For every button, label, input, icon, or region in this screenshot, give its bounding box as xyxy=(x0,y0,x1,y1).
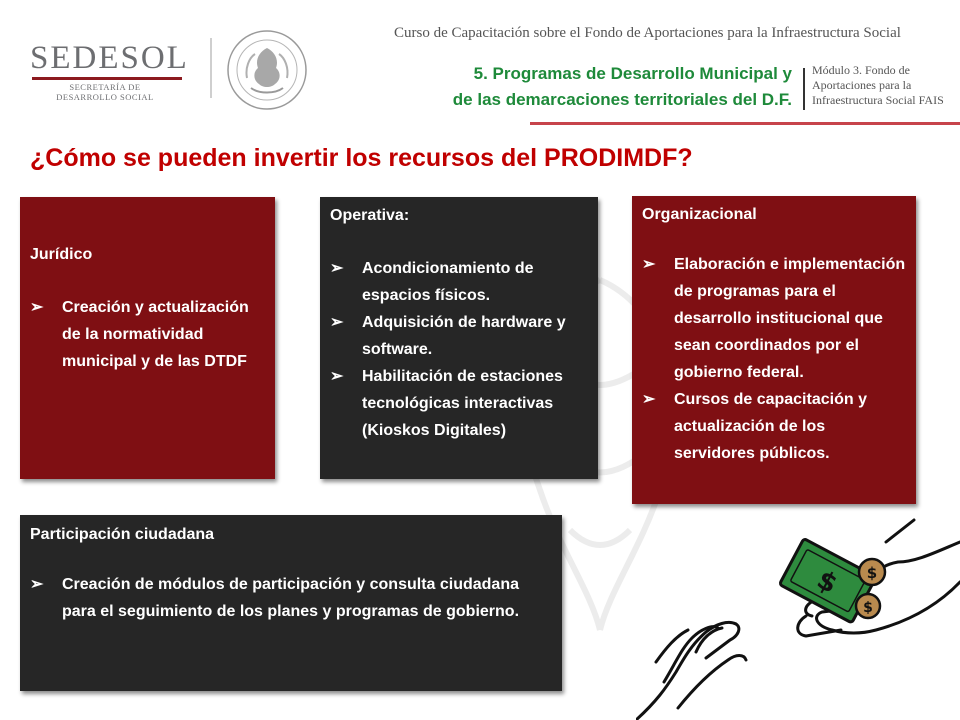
box-organizacional-title: Organizacional xyxy=(642,206,757,223)
list-item: ➢ Acondicionamiento de espacios físicos. xyxy=(330,255,590,309)
svg-text:$: $ xyxy=(811,564,842,600)
section-title-line-2: de las demarcaciones territoriales del D.F. xyxy=(452,90,792,109)
list-item: ➢ Creación de módulos de participación y consulta ciudadana para el seguimiento de los planes y programas de gobierno. xyxy=(30,571,552,625)
list-item: ➢ Habilitación de estaciones tecnológicas interactivas (Kioskos Digitales) xyxy=(330,363,590,444)
logo-sub-1: SECRETARÍA DE xyxy=(69,82,141,92)
logo-rule xyxy=(32,77,182,80)
module-label xyxy=(812,63,960,108)
module-line-1: Módulo 3. Fondo de xyxy=(812,63,911,77)
box-juridico-list xyxy=(30,294,265,375)
list-item: ➢ Adquisición de hardware y software. xyxy=(330,309,590,363)
box-participacion-list xyxy=(30,571,552,625)
section-title-line-1: 5. Programas de Desarrollo Municipal y xyxy=(473,64,792,83)
module-divider xyxy=(803,68,805,110)
mexico-seal-icon xyxy=(225,28,309,112)
box-juridico-title: Jurídico xyxy=(30,246,93,263)
course-title: Curso de Capacitación sobre el Fondo de Aportaciones para la Infraestructura Social xyxy=(394,25,901,41)
sedesol-logo xyxy=(30,40,190,102)
page-title: ¿Cómo se pueden invertir los recursos del PRODIMDF? xyxy=(30,144,693,172)
logo-name: SEDESOL xyxy=(30,40,189,76)
header-rule xyxy=(530,122,960,125)
box-organizacional xyxy=(632,196,916,504)
logo-sub-2: DESARROLLO SOCIAL xyxy=(56,92,154,102)
box-organizacional-list xyxy=(642,251,908,467)
box-participacion-title: Participación ciudadana xyxy=(30,526,215,543)
box-juridico xyxy=(20,197,275,479)
module-line-3: Infraestructura Social FAIS xyxy=(812,93,944,107)
list-item: ➢ Elaboración e implementación de programas para el desarrollo institucional que sean coordinados por el gobierno federal. xyxy=(642,251,908,386)
hands-money-icon xyxy=(636,512,960,720)
svg-text:$: $ xyxy=(863,600,873,616)
box-operativa-list xyxy=(330,255,590,444)
box-operativa-title: Operativa: xyxy=(330,207,410,224)
box-operativa xyxy=(320,197,598,479)
section-title xyxy=(390,61,792,113)
box-participacion xyxy=(20,515,562,691)
list-item: ➢ Cursos de capacitación y actualización de los servidores públicos. xyxy=(642,386,908,467)
list-item: ➢ Creación y actualización de la normatividad municipal y de las DTDF xyxy=(30,294,265,375)
svg-text:$: $ xyxy=(866,564,878,582)
logo-divider xyxy=(210,38,212,98)
module-line-2: Aportaciones para la xyxy=(812,78,912,92)
